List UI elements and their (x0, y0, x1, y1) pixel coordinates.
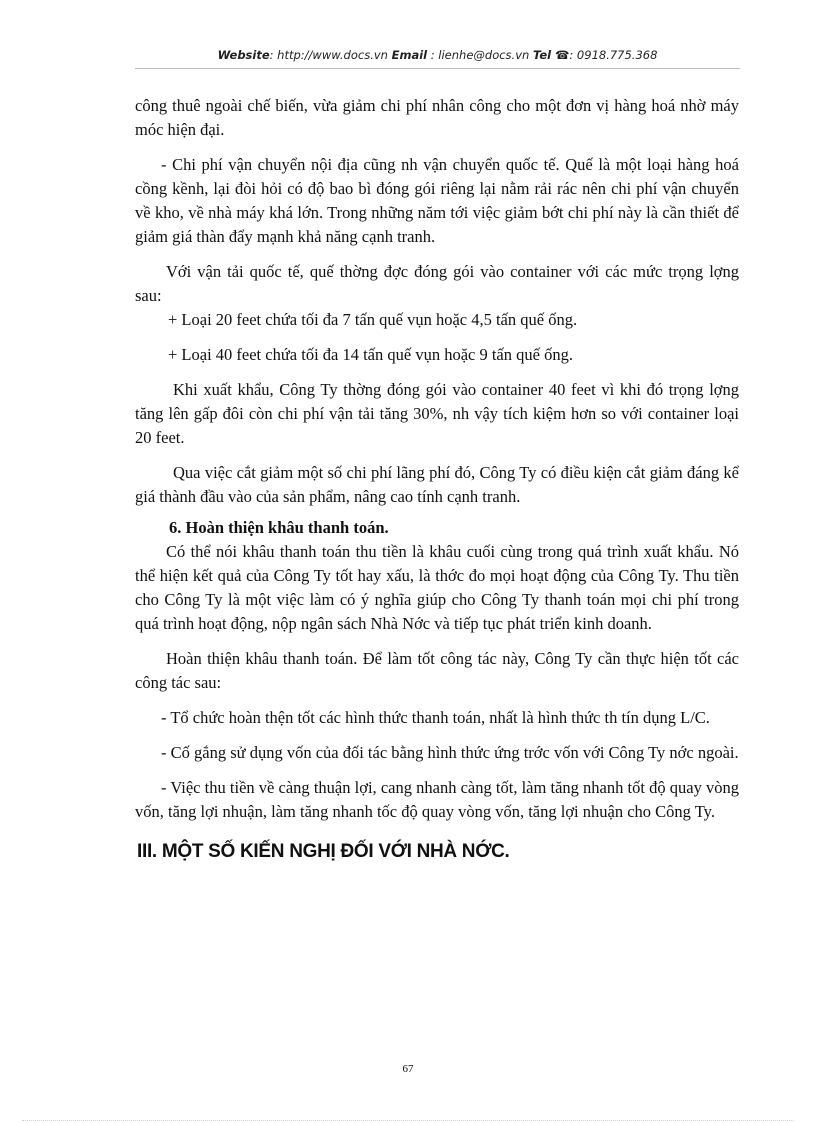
paragraph: - Chi phí vận chuyển nội địa cũng nh vận chuyển quốc tế. Quế là một loại hàng hoá cồng kềnh, lại đòi hỏi có độ bao bì đóng gói riêng lại nằm rải rác nên chi phí vận chuyển về kho, về nhà máy khá lớn. Trong những năm tới việc giảm bớt chi phí này là cần thiết để giảm giá thàn đẩy mạnh khả năng cạnh tranh. (135, 155, 739, 246)
tel-label: Tel ☎ (532, 48, 570, 62)
page-number: 67 (402, 1063, 414, 1075)
paragraph: công thuê ngoài chế biến, vừa giảm chi phí nhân công cho một đơn vị hàng hoá nhờ máy móc hiện đại. (135, 96, 739, 139)
paragraph: - Tổ chức hoàn thện tốt các hình thức thanh toán, nhất là hình thức th tín dụng L/C. (161, 708, 710, 727)
page-header (135, 48, 740, 69)
paragraph: - Cố gắng sử dụng vốn của đối tác bằng hình thức ứng trớc vốn với Công Ty nớc ngoài. (161, 743, 739, 762)
website-value: : http://www.docs.vn (269, 48, 388, 62)
paragraph: Với vận tải quốc tế, quế thờng đợc đóng gói vào container với các mức trọng lợng sau: (135, 262, 739, 305)
page-bottom-divider (22, 1120, 794, 1121)
paragraph: Khi xuất khẩu, Công Ty thờng đóng gói vào container 40 feet vì khi đó trọng lợng tăng lên gấp đôi còn chi phí vận tải tăng 30%, nh vậy tích kiệm hơn so với container loại 20 feet. (135, 380, 739, 447)
website-label: Website (217, 48, 270, 62)
email-label: Email (391, 48, 428, 62)
paragraph: - Việc thu tiền về càng thuận lợi, cang nhanh càng tốt, làm tăng nhanh tốt độ quay vòng vốn, tăng lợi nhuận, làm tăng nhanh tốc độ quay vòng vốn, tăng lợi nhuận cho Công Ty. (135, 778, 739, 821)
document-body (135, 94, 739, 864)
paragraph: Hoàn thiện khâu thanh toán. Để làm tốt công tác này, Công Ty cần thực hiện tốt các công tác sau: (135, 649, 739, 692)
paragraph: Qua việc cắt giảm một số chi phí lãng phí đó, Công Ty có điều kiện cắt giảm đáng kể giá thành đầu vào của sản phẩm, nâng cao tính cạnh tranh. (135, 463, 739, 506)
chapter-heading: III. MỘT SỐ KIẾN NGHỊ ĐỐI VỚI NHÀ NỚC. (137, 841, 510, 862)
tel-value: : 0918.775.368 (569, 48, 658, 62)
paragraph: Có thể nói khâu thanh toán thu tiền là khâu cuối cùng trong quá trình xuất khẩu. Nó thể hiện kết quả của Công Ty tốt hay xấu, là thớc đo mọi hoạt động của Công Ty. Thu tiền cho Công Ty là một việc làm có ý nghĩa giúp cho Công Ty thanh toán mọi chi phí trong quá trình hoạt động, nộp ngân sách Nhà Nớc và tiếp tục phát triển kinh doanh. (135, 542, 739, 633)
email-value: : lienhe@docs.vn (430, 48, 530, 62)
section-heading: 6. Hoàn thiện khâu thanh toán. (169, 518, 389, 537)
bullet-item: + Loại 20 feet chứa tối đa 7 tấn quế vụn hoặc 4,5 tấn quế ống. (168, 310, 578, 329)
bullet-item: + Loại 40 feet chứa tối đa 14 tấn quế vụn hoặc 9 tấn quế ống. (168, 345, 573, 364)
